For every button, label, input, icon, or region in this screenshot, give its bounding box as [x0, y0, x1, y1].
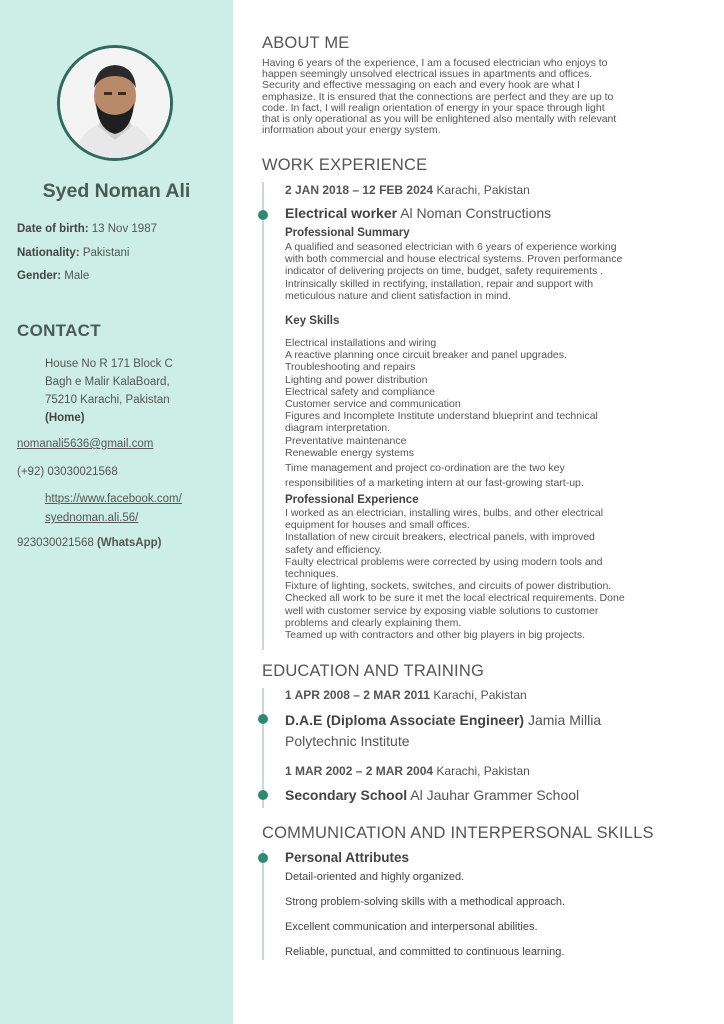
address-tag: (Home)	[45, 412, 85, 424]
key-skills-heading: Key Skills	[285, 315, 340, 327]
gender-value: Male	[64, 270, 90, 282]
work-role-line	[285, 205, 685, 221]
professional-experience-text	[285, 507, 685, 641]
education-date: 1 APR 2008 – 2 MAR 2011	[285, 688, 430, 702]
education-degree: D.A.E (Diploma Associate Engineer)	[285, 712, 525, 728]
education-location: Karachi, Pakistan	[433, 688, 527, 702]
contact-heading: CONTACT	[17, 321, 101, 340]
key-skill: Lighting and power distribution	[285, 373, 428, 386]
key-skill: diagram interpretation.	[285, 422, 391, 435]
summary-heading: Professional Summary	[285, 227, 410, 239]
experience-line: Faulty electrical problems were corrected by using modern tools and	[285, 555, 603, 568]
address-line: Bagh e Malir KalaBoard,	[45, 376, 170, 388]
education-degree-line	[285, 710, 685, 752]
attribute-item: Excellent communication and interpersonal abilities.	[285, 921, 538, 933]
experience-line: safety and efficiency.	[285, 543, 383, 556]
work-role: Electrical worker	[285, 205, 398, 221]
education-institute: Polytechnic Institute	[285, 733, 410, 749]
personal-attributes-heading: Personal Attributes	[285, 850, 410, 865]
work-company: Al Noman Constructions	[400, 205, 552, 221]
work-timeline	[262, 182, 264, 650]
sidebar	[0, 0, 233, 1024]
whatsapp-line	[17, 537, 161, 549]
summary-line: with both commercial and house electrical systems. Proven performance	[285, 253, 623, 266]
work-heading: WORK EXPERIENCE	[262, 156, 428, 174]
about-line: emphasize. It is ensured that the connections are perfect and they are up to	[262, 90, 614, 103]
about-line: happen seemingly unsolved electrical issues in apartments and offices.	[262, 68, 593, 81]
facebook-link-line[interactable]: https://www.facebook.com/	[45, 493, 182, 505]
summary-line: A qualified and seasoned electrician with 6 years of experience working	[285, 241, 617, 253]
communication-heading: COMMUNICATION AND INTERPERSONAL SKILLS	[262, 824, 654, 842]
education-heading: EDUCATION AND TRAINING	[262, 662, 484, 680]
key-skill: A reactive planning once circuit breaker and panel upgrades.	[285, 349, 567, 362]
education-date-line	[285, 688, 685, 702]
education-timeline-dot	[258, 714, 268, 724]
work-date: 2 JAN 2018 – 12 FEB 2024	[285, 183, 434, 197]
about-text	[262, 58, 682, 136]
about-line: Having 6 years of the experience, I am a focused electrician who enjoys to	[262, 57, 608, 69]
skills-timeline	[262, 850, 264, 960]
attribute-item: Detail-oriented and highly organized.	[285, 871, 465, 883]
profile-name: Syed Noman Ali	[42, 180, 191, 202]
professional-experience-heading: Professional Experience	[285, 494, 419, 506]
summary-line: Intrinsically skilled in rectifying, installation, repair and support with	[285, 277, 594, 290]
gender-line	[17, 270, 89, 282]
attribute-item: Strong problem-solving skills with a methodical approach.	[285, 896, 566, 908]
nationality-line	[17, 247, 130, 259]
about-line: information about your energy system.	[262, 124, 441, 137]
facebook-link[interactable]	[45, 490, 182, 528]
education-institute: Jamia Millia	[527, 712, 602, 728]
key-skill: Electrical safety and compliance	[285, 385, 435, 398]
experience-line: well with customer service by exposing viable solutions to customer	[285, 604, 599, 617]
key-skill-extra-line: responsibilities of a marketing intern at our fast-growing start-up.	[285, 477, 584, 489]
profile-photo	[57, 45, 173, 161]
whatsapp-label: (WhatsApp)	[96, 537, 162, 549]
main-content	[233, 0, 724, 1024]
work-timeline-dot	[258, 210, 268, 220]
whatsapp-number: 923030021568	[17, 537, 94, 549]
key-skill: Customer service and communication	[285, 398, 461, 411]
key-skill: Electrical installations and wiring	[285, 337, 437, 349]
experience-line: Installation of new circuit breakers, electrical panels, with improved	[285, 531, 595, 544]
address-line: House No R 171 Block C	[45, 358, 173, 370]
address-line: 75210 Karachi, Pakistan	[45, 394, 170, 406]
facebook-link-line[interactable]: syednoman.ali.56/	[45, 512, 139, 524]
nationality-value: Pakistani	[82, 247, 130, 259]
summary-line: meticulous nature and client satisfaction in mind.	[285, 289, 511, 302]
phone-number: (+92) 03030021568	[17, 466, 118, 478]
experience-line: I worked as an electrician, installing wires, bulbs, and other electrical	[285, 507, 604, 519]
key-skill-extra-line: Time management and project co-ordination are the two key	[285, 462, 565, 474]
experience-line: problems and clearly explaining them.	[285, 616, 462, 629]
summary-text	[285, 241, 685, 302]
experience-line: Teamed up with contractors and other big players in big projects.	[285, 629, 585, 642]
attribute-item: Reliable, punctual, and committed to continuous learning.	[285, 946, 565, 958]
key-skills-extra	[285, 461, 685, 491]
about-line: Security and effective messaging on each and every hook are what I	[262, 79, 580, 92]
experience-line: equipment for houses and small offices.	[285, 519, 470, 532]
about-line: code. In fact, I will realign orientation of energy in your space through light	[262, 101, 605, 114]
summary-line: indicator of delivering projects on time, budget, safety requirements .	[285, 265, 604, 278]
experience-line: techniques.	[285, 568, 339, 581]
education-degree-line	[285, 787, 685, 803]
education-institute: Al Jauhar Grammer School	[410, 787, 580, 803]
dob-line	[17, 223, 157, 235]
experience-line: Fixture of lighting, sockets, switches, and circuits of power distribution.	[285, 580, 612, 593]
key-skill: Troubleshooting and repairs	[285, 361, 416, 374]
work-date-line	[285, 183, 685, 197]
experience-line: Checked all work to be sure it met the local electrical requirements. Done	[285, 592, 625, 605]
key-skill: Figures and Incomplete Institute understand blueprint and technical	[285, 410, 598, 423]
skills-timeline-dot	[258, 853, 268, 863]
education-timeline-dot	[258, 790, 268, 800]
nationality-label: Nationality:	[17, 247, 80, 259]
education-date-line	[285, 764, 685, 778]
key-skill: Preventative maintenance	[285, 434, 407, 447]
education-degree: Secondary School	[285, 787, 408, 803]
dob-value: 13 Nov 1987	[91, 223, 157, 235]
education-location: Karachi, Pakistan	[436, 764, 530, 778]
education-date: 1 MAR 2002 – 2 MAR 2004	[285, 764, 434, 778]
home-address	[45, 355, 173, 427]
key-skills-list	[285, 337, 685, 459]
work-location: Karachi, Pakistan	[436, 183, 530, 197]
email-link[interactable]: nomanali5636@gmail.com	[17, 438, 154, 450]
gender-label: Gender:	[17, 270, 62, 282]
dob-label: Date of birth:	[17, 223, 89, 235]
about-line: that is only operational as you will be enlightened also mentally with relevant	[262, 113, 617, 126]
key-skill: Renewable energy systems	[285, 446, 414, 459]
about-heading: ABOUT ME	[262, 34, 350, 52]
